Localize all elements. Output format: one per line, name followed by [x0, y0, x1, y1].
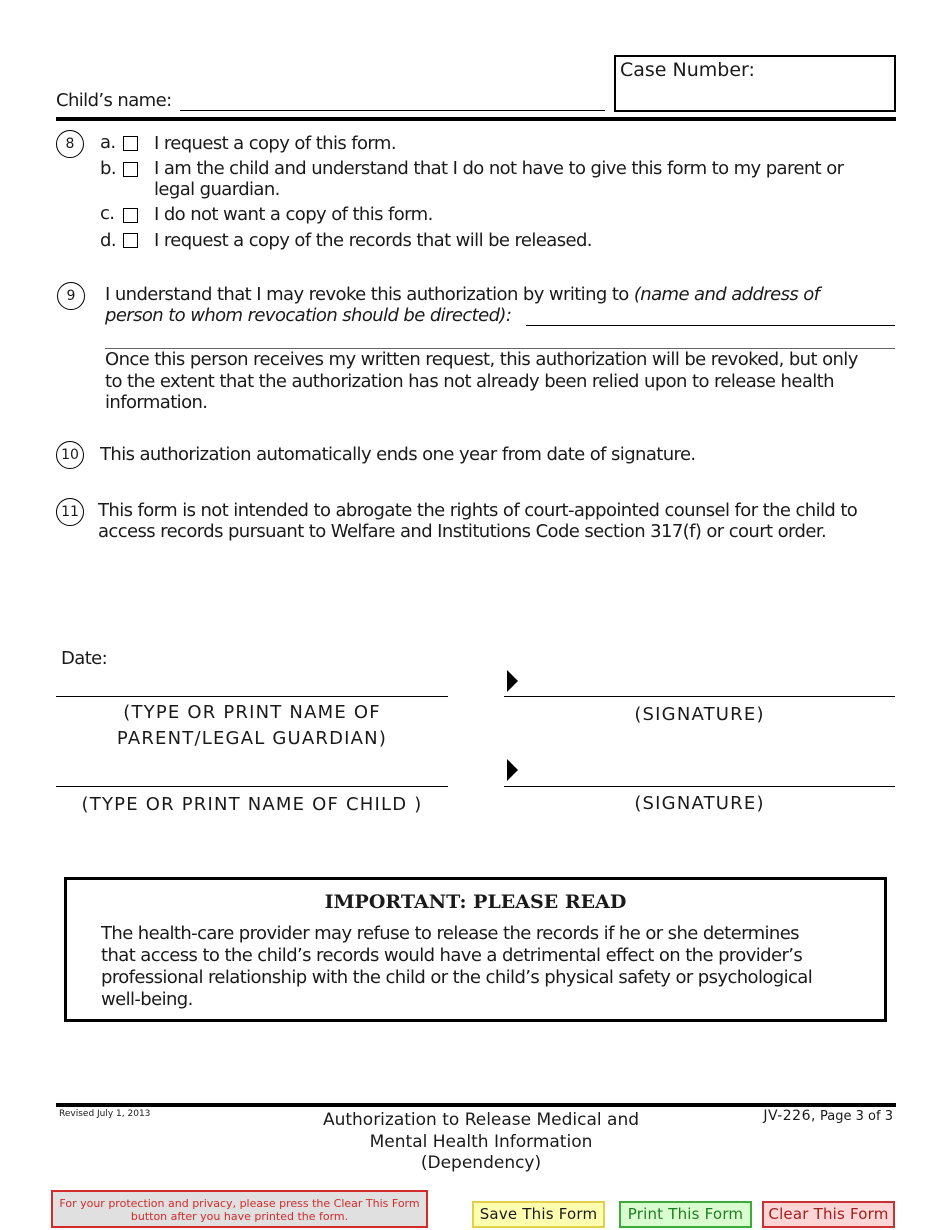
item-9-para-line3: information. [105, 392, 208, 413]
item-11-line2: access records pursuant to Welfare and Institutions Code section 317(f) or court order. [98, 521, 827, 542]
option-a-checkbox[interactable] [123, 136, 138, 151]
form-id [763, 1108, 893, 1124]
revised-date: Revised July 1, 2013 [59, 1109, 151, 1119]
option-c-checkbox[interactable] [123, 208, 138, 223]
form-title-line1: Authorization to Release Medical and [322, 1110, 640, 1130]
item-9-line1-italic: (name and address of [633, 284, 820, 305]
footer-rule [56, 1103, 896, 1107]
child-signature-caption: (SIGNATURE) [634, 793, 765, 814]
child-name-label: Child’s name: [56, 90, 172, 111]
print-form-button[interactable]: Print This Form [619, 1201, 752, 1228]
parent-signature-caption: (SIGNATURE) [634, 704, 765, 725]
option-d-text: I request a copy of the records that will be released. [154, 230, 592, 251]
revocation-recipient-field[interactable] [526, 325, 895, 326]
item-9-para-line2: to the extent that the authorization has not already been relied upon to release health [105, 371, 834, 392]
privacy-note-line1: For your protection and privacy, please press the Clear This Form [59, 1197, 420, 1210]
privacy-note-line2: button after you have printed the form. [130, 1210, 349, 1223]
important-line4: well-being. [101, 989, 193, 1010]
date-label: Date: [61, 648, 108, 669]
item-9-line2: person to whom revocation should be directed): [105, 305, 512, 326]
privacy-note [51, 1190, 428, 1228]
child-print-name-field[interactable] [56, 786, 448, 787]
option-b-checkbox[interactable] [123, 162, 138, 177]
item-9-para-line1: Once this person receives my written request, this authorization will be revoked, but only [105, 349, 858, 370]
option-d-checkbox[interactable] [123, 233, 138, 248]
important-line3: professional relationship with the child or the child’s physical safety or psychological [101, 967, 813, 988]
item-9-line1-plain: I understand that I may revoke this authorization by writing to [105, 284, 629, 305]
important-line2: that access to the child’s records would have a detrimental effect on the provider’s [101, 945, 803, 966]
parent-name-field[interactable] [56, 696, 448, 697]
signature-arrow-icon [507, 670, 518, 692]
item-9-line1 [105, 284, 819, 305]
parent-name-caption-line1: (TYPE OR PRINT NAME OF [123, 702, 381, 723]
case-number-label: Case Number: [620, 59, 755, 81]
option-b-text-line2: legal guardian. [154, 179, 280, 200]
item-9-number: 9 [57, 282, 85, 310]
child-name-field[interactable] [180, 110, 605, 111]
signature-arrow-icon [507, 759, 518, 781]
header-rule [56, 117, 896, 121]
option-d-letter: d. [100, 230, 116, 251]
important-line1: The health-care provider may refuse to release the records if he or she determines [101, 923, 799, 944]
important-notice-body [101, 923, 861, 1011]
form-title-line3: (Dependency) [420, 1153, 542, 1173]
item-11-number: 11 [56, 498, 84, 526]
item-10-text: This authorization automatically ends one year from date of signature. [100, 444, 696, 465]
save-form-button[interactable]: Save This Form [472, 1201, 605, 1228]
option-b-letter: b. [100, 158, 116, 179]
form-number: JV-226, [763, 1108, 816, 1124]
option-c-text: I do not want a copy of this form. [154, 204, 433, 225]
form-title [300, 1110, 662, 1175]
option-b-text-line1: I am the child and understand that I do not have to give this form to my parent or [154, 158, 844, 179]
page-number: Page 3 of 3 [815, 1109, 893, 1124]
parent-signature-field[interactable] [504, 696, 895, 697]
child-name-caption: (TYPE OR PRINT NAME OF CHILD ) [81, 794, 423, 815]
parent-name-caption-line2: PARENT/LEGAL GUARDIAN) [116, 728, 388, 749]
parent-name-caption [56, 700, 448, 752]
important-notice-title: IMPORTANT: PLEASE READ [324, 891, 627, 913]
option-a-letter: a. [100, 132, 116, 153]
item-8-number: 8 [56, 130, 84, 158]
form-title-line2: Mental Health Information [369, 1131, 593, 1152]
option-c-letter: c. [100, 203, 115, 224]
child-signature-field[interactable] [504, 786, 895, 787]
option-a-text: I request a copy of this form. [154, 133, 396, 154]
item-10-number: 10 [56, 441, 84, 469]
clear-form-button[interactable]: Clear This Form [762, 1201, 895, 1228]
item-11-line1: This form is not intended to abrogate the rights of court-appointed counsel for the child to [98, 500, 858, 521]
